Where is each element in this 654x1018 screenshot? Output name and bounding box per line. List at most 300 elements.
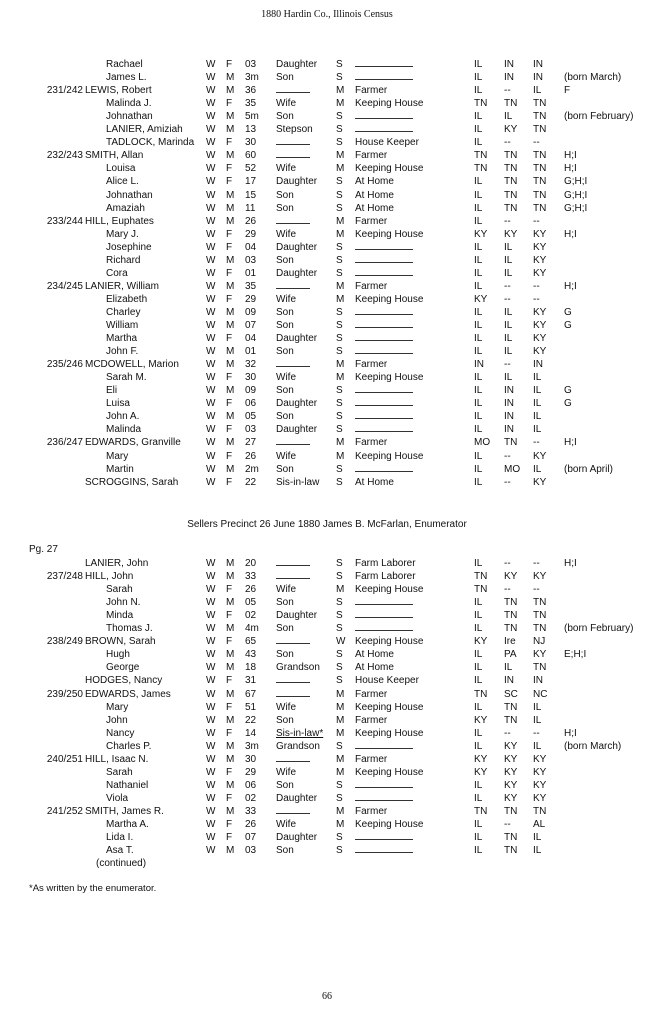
table-row [0,228,654,241]
birthplace: TN [474,688,488,700]
mother-birthplace: IL [533,372,542,384]
blank-line [355,79,413,80]
race: W [206,372,216,384]
page-number: 66 [322,991,332,1002]
sex: F [226,398,233,410]
father-birthplace: IL [504,267,513,279]
occupation-blank [355,319,413,332]
blank-line [355,275,413,276]
table-row [0,358,654,371]
table-row [0,267,654,280]
mother-birthplace: KY [533,571,547,583]
birthplace: KY [474,636,488,648]
blank-line [355,617,413,618]
age: 06 [245,779,257,791]
blank-line [355,314,413,315]
sex: M [226,85,235,97]
race: W [206,72,216,84]
sex: M [226,189,235,201]
birthplace: IL [474,346,483,358]
page-label: Pg. 27 [29,544,58,555]
father-birthplace: PA [504,649,517,661]
relationship: Wife [276,293,296,305]
person-name: Rachael [106,59,143,70]
person-name: LANIER, William [85,280,159,292]
sex: M [226,150,235,162]
marital-status: S [336,476,343,488]
birthplace: IL [474,241,483,253]
table-row [0,436,654,449]
age: 17 [245,176,257,188]
table-row [0,740,654,753]
blank-line [355,787,413,788]
note: G;H;I [564,176,588,188]
relationship: Wife [276,450,296,462]
occupation: Farmer [355,714,388,726]
occupation: Farmer [355,215,388,227]
relationship: Son [276,346,294,358]
relationship: Son [276,202,294,214]
occupation: Keeping House [355,766,424,778]
mother-birthplace: KY [533,241,547,253]
blank-line [276,157,310,158]
table-row [0,97,654,110]
age: 65 [245,636,257,648]
person-name: Louisa [106,163,136,175]
relationship: Son [276,385,294,397]
relationship: Wife [276,584,296,596]
relationship: Daughter [276,832,318,844]
birthplace: TN [474,163,488,175]
race: W [206,437,216,449]
note: G [564,385,572,397]
table-row [0,635,654,648]
age: 51 [245,701,257,713]
mother-birthplace: KY [533,254,547,266]
birthplace: TN [474,571,488,583]
sex: M [226,359,235,371]
person-name: Mary J. [106,228,139,240]
birthplace: IL [474,137,483,149]
birthplace: MO [474,437,491,449]
mother-birthplace: IL [533,701,542,713]
occupation-blank [355,609,413,622]
race: W [206,597,216,609]
mother-birthplace: IL [533,832,542,844]
sex: M [226,649,235,661]
person-name: HILL, Euphates [85,215,154,227]
age: 07 [245,832,257,844]
age: 22 [245,714,257,726]
person-name: Viola [106,792,129,804]
table-row [0,293,654,306]
marital-status: S [336,72,343,84]
table-row [0,254,654,267]
birthplace: IL [474,306,483,318]
relationship: Daughter [276,424,318,436]
sex: M [226,558,235,569]
sex: M [226,688,235,700]
occupation-blank [355,384,413,397]
blank-line [355,748,413,749]
marital-status: M [336,766,345,778]
mother-birthplace: TN [533,111,547,123]
age: 05 [245,411,257,423]
precinct-line: Sellers Precinct 26 June 1880 James B. McFarlan, Enumerator [187,519,467,530]
occupation-blank [355,844,413,857]
father-birthplace: TN [504,623,518,635]
father-birthplace: TN [504,832,518,844]
race: W [206,584,216,596]
race: W [206,59,216,70]
birthplace: IL [474,424,483,436]
mother-birthplace: IL [533,385,542,397]
race: W [206,805,216,817]
table-row [0,805,654,818]
marital-status: S [336,398,343,410]
person-name: Hugh [106,649,130,661]
sex: F [226,137,233,149]
birthplace: IL [474,649,483,661]
birthplace: IL [474,280,483,292]
blank-line [355,471,413,472]
race: W [206,424,216,436]
father-birthplace: TN [504,845,518,857]
birthplace: IL [474,176,483,188]
age: 30 [245,137,257,149]
relationship: Grandson [276,740,320,752]
sex: F [226,766,233,778]
birthplace: IL [474,450,483,462]
table-row [0,280,654,293]
age: 06 [245,398,257,410]
marital-status: S [336,649,343,661]
occupation: Farmer [355,359,388,371]
person-name: Mary [106,701,129,713]
sex: M [226,254,235,266]
person-name: Nathaniel [106,779,149,791]
sex: F [226,293,233,305]
age: 35 [245,280,257,292]
birthplace: IL [474,72,483,84]
race: W [206,792,216,804]
age: 03 [245,845,257,857]
person-name: SMITH, James R. [85,805,164,817]
note: H;I [564,280,577,292]
relationship-blank [276,136,310,149]
table-row [0,557,654,570]
occupation: Keeping House [355,450,424,462]
blank-line [355,630,413,631]
person-name: Sarah M. [106,372,147,384]
sex: M [226,623,235,635]
relationship: Son [276,411,294,423]
table-row [0,476,654,489]
marital-status: S [336,597,343,609]
table-row [0,306,654,319]
mother-birthplace: -- [533,280,540,292]
birthplace: IL [474,623,483,635]
mother-birthplace: KY [533,320,547,331]
blank-line [355,839,413,840]
blank-line [355,118,413,119]
birthplace: KY [474,293,488,305]
sex: F [226,610,233,622]
sex: M [226,202,235,214]
marital-status: S [336,254,343,266]
mother-birthplace: IN [533,59,543,70]
blank-line [276,578,310,579]
relationship: Wife [276,372,296,384]
relationship: Son [276,320,294,331]
birthplace: IL [474,124,483,136]
race: W [206,163,216,175]
person-name: Cora [106,267,128,279]
marital-status: S [336,202,343,214]
occupation: Keeping House [355,701,424,713]
marital-status: S [336,189,343,201]
sex: M [226,346,235,358]
table-row [0,371,654,384]
age: 30 [245,372,257,384]
father-birthplace: -- [504,476,511,488]
blank-line [355,604,413,605]
relationship: Grandson [276,662,320,674]
blank-line [276,565,310,566]
age: 60 [245,150,257,162]
blank-line [276,288,310,289]
sex: M [226,597,235,609]
person-name: HILL, Isaac N. [85,753,149,765]
table-row [0,162,654,175]
birthplace: IL [474,111,483,123]
table-row [0,58,654,71]
age: 01 [245,267,257,279]
mother-birthplace: NC [533,688,548,700]
age: 26 [245,215,257,227]
sex: F [226,819,233,830]
blank-line [276,761,310,762]
relationship: Son [276,189,294,201]
note: G;H;I [564,189,588,201]
note: (born February) [564,623,634,635]
note: H;I [564,727,577,739]
marital-status: S [336,610,343,622]
father-birthplace: KY [504,740,518,752]
birthplace: IL [474,411,483,423]
note: (born February) [564,111,634,123]
birthplace: IL [474,254,483,266]
note: E;H;I [564,649,587,661]
table-row [0,570,654,583]
race: W [206,463,216,475]
sex: M [226,805,235,817]
occupation: Farmer [355,688,388,700]
birthplace: TN [474,98,488,110]
mother-birthplace: -- [533,727,540,739]
sex: F [226,372,233,384]
occupation: Farmer [355,85,388,97]
sex: F [226,176,233,188]
sex: M [226,662,235,674]
birthplace: IL [474,463,483,475]
relationship: Daughter [276,398,318,410]
race: W [206,476,216,488]
father-birthplace: Ire [504,636,516,648]
relationship-blank [276,635,310,648]
age: 33 [245,805,257,817]
sex: F [226,424,233,436]
table-row [0,463,654,476]
race: W [206,662,216,674]
person-name: Charles P. [106,740,152,752]
occupation: Farm Laborer [355,571,416,583]
marital-status: M [336,437,345,449]
person-name: Martin [106,463,134,475]
mother-birthplace: IL [533,463,542,475]
person-name: Alice L. [106,176,139,188]
race: W [206,450,216,462]
person-name: Elizabeth [106,293,148,305]
table-row [0,149,654,162]
note: H;I [564,558,577,569]
age: 04 [245,333,257,345]
birthplace: IL [474,819,483,830]
occupation: Farmer [355,437,388,449]
sex: F [226,701,233,713]
occupation: Keeping House [355,163,424,175]
race: W [206,215,216,227]
person-name: Sarah [106,584,133,596]
race: W [206,333,216,345]
occupation-blank [355,267,413,280]
sex: F [226,832,233,844]
person-name: William [106,320,139,331]
person-name: Mary [106,450,129,462]
relationship: Son [276,111,294,123]
blank-line [355,392,413,393]
sex: M [226,320,235,331]
age: 26 [245,819,257,830]
marital-status: S [336,346,343,358]
father-birthplace: -- [504,293,511,305]
blank-line [355,353,413,354]
father-birthplace: IN [504,424,514,436]
sex: M [226,306,235,318]
marital-status: M [336,701,345,713]
age: 33 [245,571,257,583]
sex: F [226,476,233,488]
sex: M [226,280,235,292]
birthplace: IL [474,215,483,227]
person-name: John [106,714,128,726]
mother-birthplace: KY [533,779,547,791]
marital-status: M [336,293,345,305]
occupation: At Home [355,662,394,674]
mother-birthplace: IN [533,72,543,84]
birthplace: TN [474,150,488,162]
birthplace: IL [474,610,483,622]
father-birthplace: IN [504,59,514,70]
marital-status: S [336,740,343,752]
marital-status: S [336,623,343,635]
marital-status: W [336,636,346,648]
table-row [0,753,654,766]
note: G [564,320,572,331]
race: W [206,411,216,423]
marital-status: S [336,558,343,569]
father-birthplace: IL [504,372,513,384]
birthplace: IN [474,359,484,371]
race: W [206,189,216,201]
mother-birthplace: -- [533,137,540,149]
birthplace: IL [474,597,483,609]
person-name: John A. [106,411,140,423]
occupation: House Keeper [355,675,419,687]
marital-status: S [336,571,343,583]
occupation: At Home [355,202,394,214]
note: (born March) [564,72,622,84]
occupation-blank [355,410,413,423]
relationship: Son [276,779,294,791]
relationship: Daughter [276,792,318,804]
race: W [206,571,216,583]
race: W [206,124,216,136]
blank-line [355,405,413,406]
table-row [0,71,654,84]
father-birthplace: KY [504,792,518,804]
person-name: MCDOWELL, Marion [85,359,179,371]
mother-birthplace: KY [533,228,547,240]
blank-line [276,444,310,445]
mother-birthplace: -- [533,558,540,569]
mother-birthplace: TN [533,163,547,175]
age: 09 [245,306,257,318]
person-name: Johnathan [106,111,153,123]
sex: F [226,267,233,279]
occupation-blank [355,110,413,123]
table-row [0,792,654,805]
mother-birthplace: TN [533,150,547,162]
birthplace: IL [474,320,483,331]
father-birthplace: -- [504,819,511,830]
occupation-blank [355,792,413,805]
person-name: Charley [106,306,141,318]
sex: M [226,463,235,475]
occupation-blank [355,71,413,84]
marital-status: S [336,111,343,123]
blank-line [355,327,413,328]
birthplace: TN [474,805,488,817]
race: W [206,150,216,162]
mother-birthplace: KY [533,476,547,488]
relationship: Son [276,597,294,609]
blank-line [355,131,413,132]
household-id: 234/245 [46,280,83,292]
mother-birthplace: -- [533,293,540,305]
race: W [206,688,216,700]
mother-birthplace: IL [533,714,542,726]
age: 3m [245,740,259,752]
age: 11 [245,202,256,214]
race: W [206,85,216,97]
marital-status: M [336,819,345,830]
race: W [206,832,216,844]
race: W [206,636,216,648]
age: 29 [245,228,257,240]
relationship-blank [276,436,310,449]
sex: M [226,385,235,397]
